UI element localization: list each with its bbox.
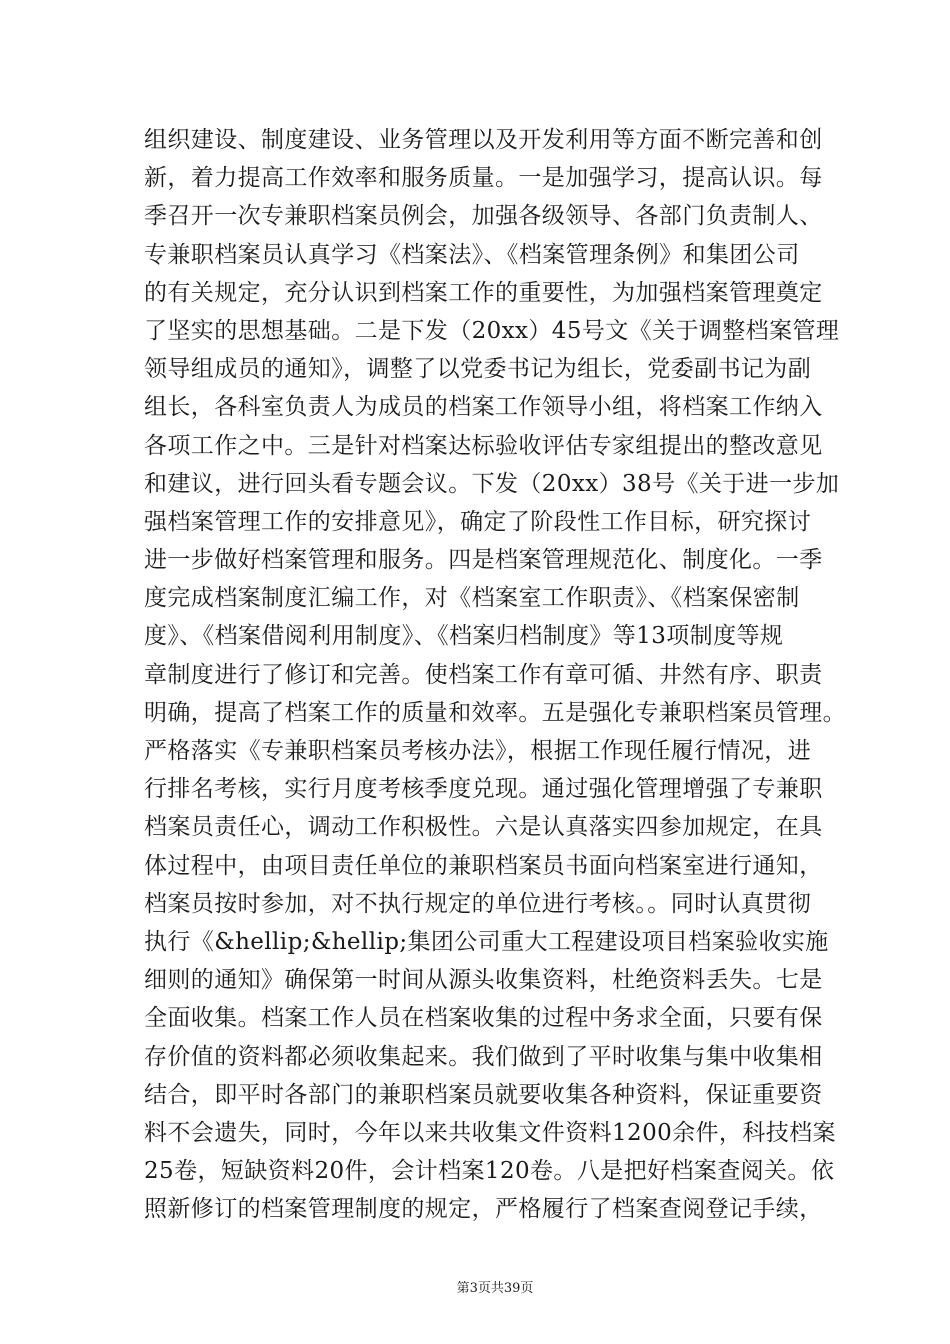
text-line: 和建议，进行回头看专题会议。下发（20xx）38号《关于进一步加 (144, 470, 840, 497)
text-line: 章制度进行了修订和完善。使档案工作有章可循、井然有序、职责 (144, 661, 823, 688)
text-line: 专兼职档案员认真学习《档案法》、《档案管理条例》和集团公司 (144, 241, 800, 268)
text-line: 执行《&hellip;&hellip;集团公司重大工程建设项目档案验收实施 (144, 928, 829, 955)
text-line: 25卷，短缺资料20件，会计档案120卷。八是把好档案查阅关。依 (144, 1158, 835, 1185)
text-line: 强档案管理工作的安排意见》，确定了阶段性工作目标，研究探讨 (144, 508, 812, 535)
text-line: 的有关规定，充分认识到档案工作的重要性，为加强档案管理奠定 (144, 279, 823, 306)
text-line: 季召开一次专兼职档案员例会，加强各级领导、各部门负责制人、 (144, 203, 823, 230)
text-line: 组织建设、制度建设、业务管理以及开发利用等方面不断完善和创 (144, 127, 823, 153)
body-text (144, 121, 844, 1228)
text-line: 新，着力提高工作效率和服务质量。一是加强学习，提高认识。每 (144, 165, 823, 192)
text-line: 细则的通知》确保第一时间从源头收集资料，杜绝资料丢失。七是 (144, 967, 823, 994)
text-line: 结合，即平时各部门的兼职档案员就要收集各种资料，保证重要资 (144, 1081, 823, 1108)
text-line: 进一步做好档案管理和服务。四是档案管理规范化、制度化。一季 (144, 547, 823, 574)
text-line: 领导组成员的通知》，调整了以党委书记为组长，党委副书记为副 (144, 356, 812, 383)
text-line: 各项工作之中。三是针对档案达标验收评估专家组提出的整改意见 (144, 432, 823, 459)
text-line: 档案员责任心，调动工作积极性。六是认真落实四参加规定，在具 (144, 814, 823, 841)
text-line: 严格落实《专兼职档案员考核办法》，根据工作现任履行情况，进 (144, 738, 812, 764)
page-footer: 第3页共39页 (456, 1281, 534, 1296)
text-line: 明确，提高了档案工作的质量和效率。五是强化专兼职档案员管理。 (144, 699, 846, 726)
text-line: 体过程中，由项目责任单位的兼职档案员书面向档案室进行通知， (144, 852, 823, 879)
text-line: 照新修订的档案管理制度的规定，严格履行了档案查阅登记手续， (144, 1196, 823, 1223)
text-line: 存价值的资料都必须收集起来。我们做到了平时收集与集中收集相 (144, 1043, 823, 1070)
text-line: 组长，各科室负责人为成员的档案工作领导小组，将档案工作纳入 (144, 394, 823, 421)
text-line: 料不会遗失，同时，今年以来共收集文件资料1200余件，科技档案 (144, 1119, 836, 1146)
text-line: 档案员按时参加，对不执行规定的单位进行考核。。同时认真贯彻 (144, 890, 812, 917)
text-line: 度》、《档案借阅利用制度》、《档案归档制度》等13项制度等规 (144, 623, 784, 650)
text-line: 度完成档案制度汇编工作，对《档案室工作职责》、《档案保密制 (144, 585, 800, 612)
text-line: 行排名考核，实行月度考核季度兑现。通过强化管理增强了专兼职 (144, 776, 823, 803)
text-line: 了坚实的思想基础。二是下发（20xx）45号文《关于调整档案管理 (144, 317, 840, 344)
text-line: 全面收集。档案工作人员在档案收集的过程中务求全面，只要有保 (144, 1005, 823, 1032)
